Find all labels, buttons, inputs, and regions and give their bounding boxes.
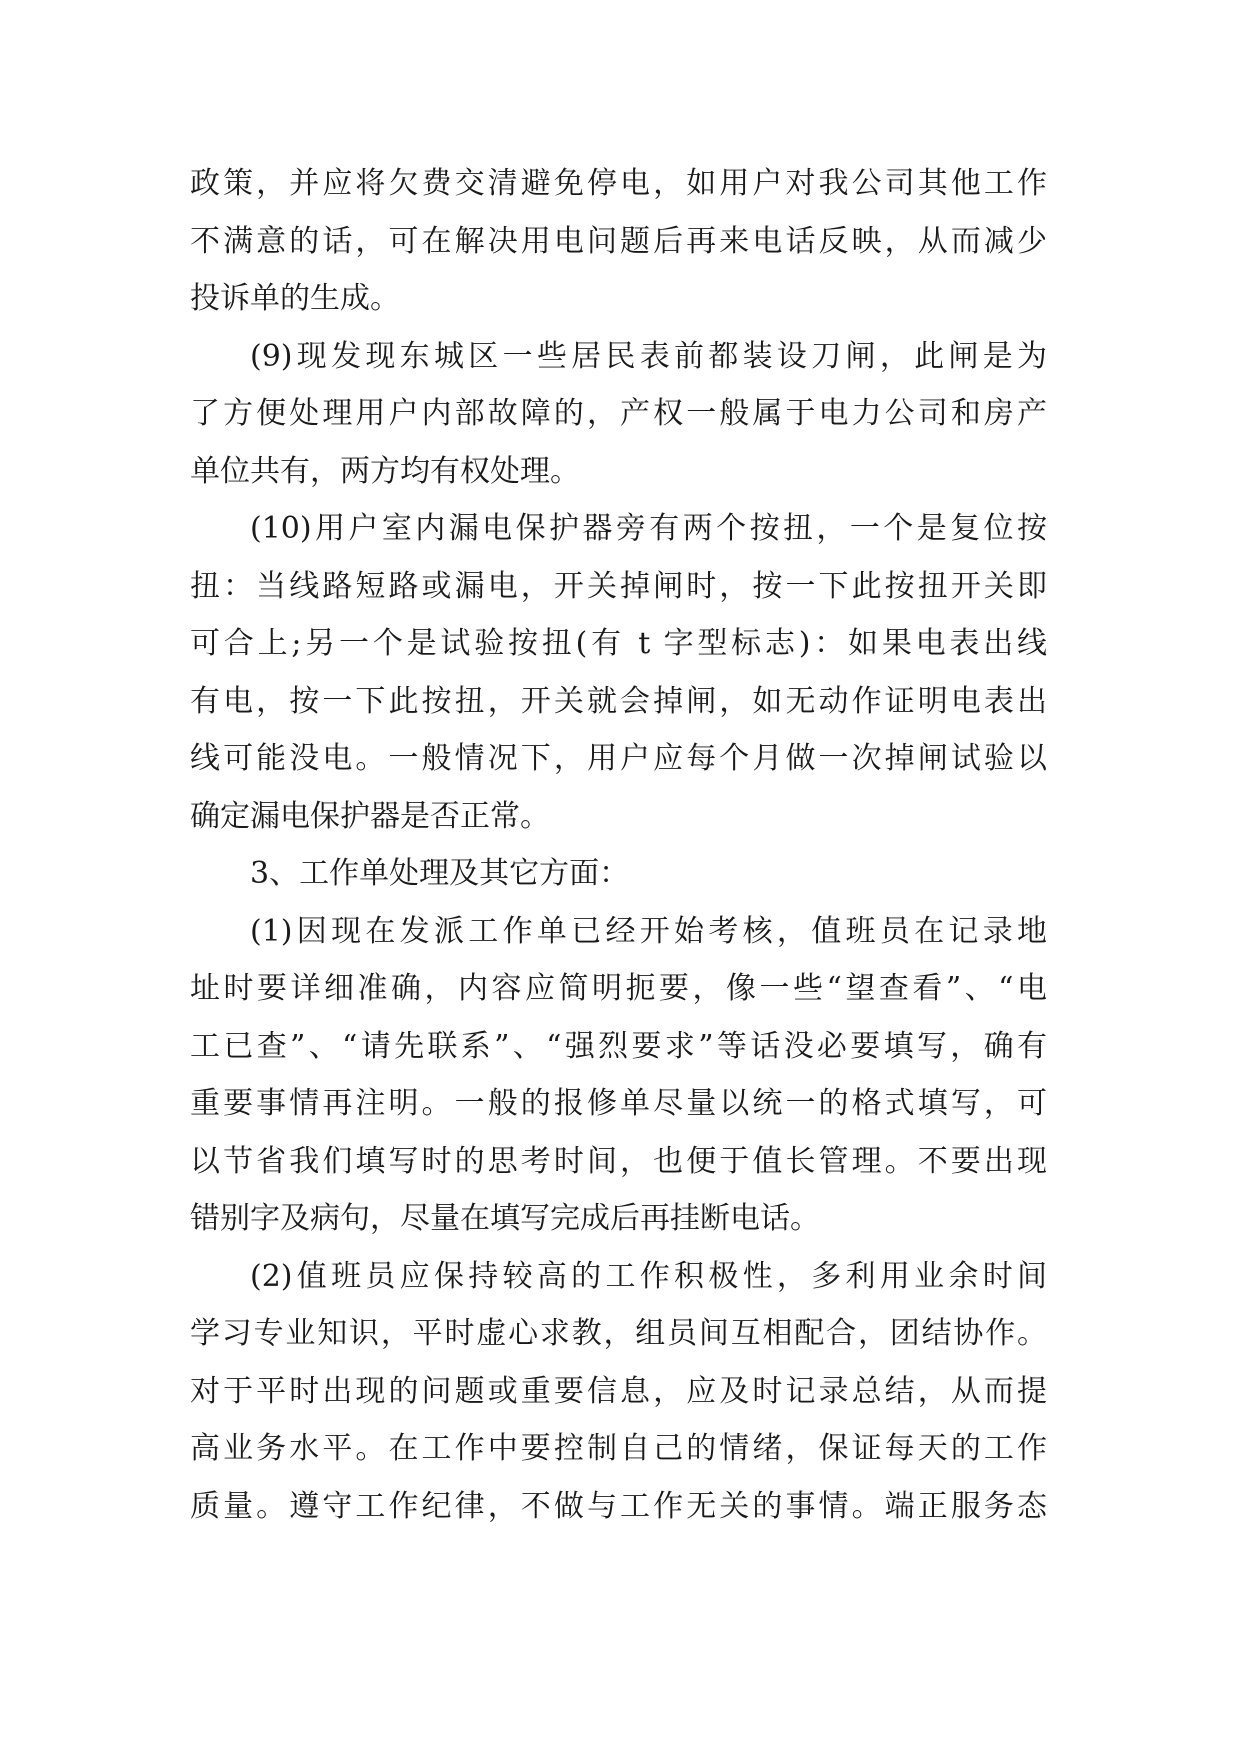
text-line: 扭：当线路短路或漏电，开关掉闸时，按一下此按扭开关即 [190,568,1047,604]
text-line: 不满意的话，可在解决用电问题后再来电话反映，从而减少 [190,223,1047,259]
text-line: 对于平时出现的问题或重要信息，应及时记录总结，从而提 [190,1373,1047,1409]
text-line: 址时要详细准确，内容应简明扼要，像一些“望查看”、“电 [190,971,1047,1006]
text-line: 了方便处理用户内部故障的，产权一般属于电力公司和房产 [190,396,1047,431]
text-line: 学习专业知识，平时虚心求教，组员间互相配合，团结协作。 [190,1316,1047,1351]
text-line: 投诉单的生成。 [190,281,400,316]
text-line: 可合上;另一个是试验按扭(有 t 字型标志)：如果电表出线 [190,626,1047,661]
paragraph-start-line: (2)值班员应保持较高的工作积极性，多利用业余时间 [250,1258,1047,1294]
text-line: 高业务水平。在工作中要控制自己的情绪，保证每天的工作 [190,1431,1047,1466]
text-line: 有电，按一下此按扭，开关就会掉闸，如无动作证明电表出 [190,683,1047,719]
text-line: 工已查”、“请先联系”、“强烈要求”等话没必要填写，确有 [190,1028,1047,1064]
text-line: 政策，并应将欠费交清避免停电，如用户对我公司其他工作 [190,166,1047,201]
text-line: 确定漏电保护器是否正常。 [190,798,550,834]
text-line: 重要事情再注明。一般的报修单尽量以统一的格式填写，可 [190,1086,1047,1121]
text-line: 以节省我们填写时的思考时间，也便于值长管理。不要出现 [190,1143,1047,1179]
text-line: 质量。遵守工作纪律，不做与工作无关的事情。端正服务态 [190,1488,1047,1524]
paragraph-start-line: (10)用户室内漏电保护器旁有两个按扭，一个是复位按 [250,511,1047,546]
section-heading: 3、工作单处理及其它方面： [250,856,630,891]
paragraph-start-line: (9)现发现东城区一些居民表前都装设刀闸，此闸是为 [250,338,1047,374]
text-line: 错别字及病句，尽量在填写完成后再挂断电话。 [190,1201,820,1236]
document-body [190,155,1047,1535]
text-line: 单位共有，两方均有权处理。 [190,453,580,489]
text-line: 线可能没电。一般情况下，用户应每个月做一次掉闸试验以 [190,741,1047,776]
paragraph-start-line: (1)因现在发派工作单已经开始考核，值班员在记录地 [250,913,1047,949]
